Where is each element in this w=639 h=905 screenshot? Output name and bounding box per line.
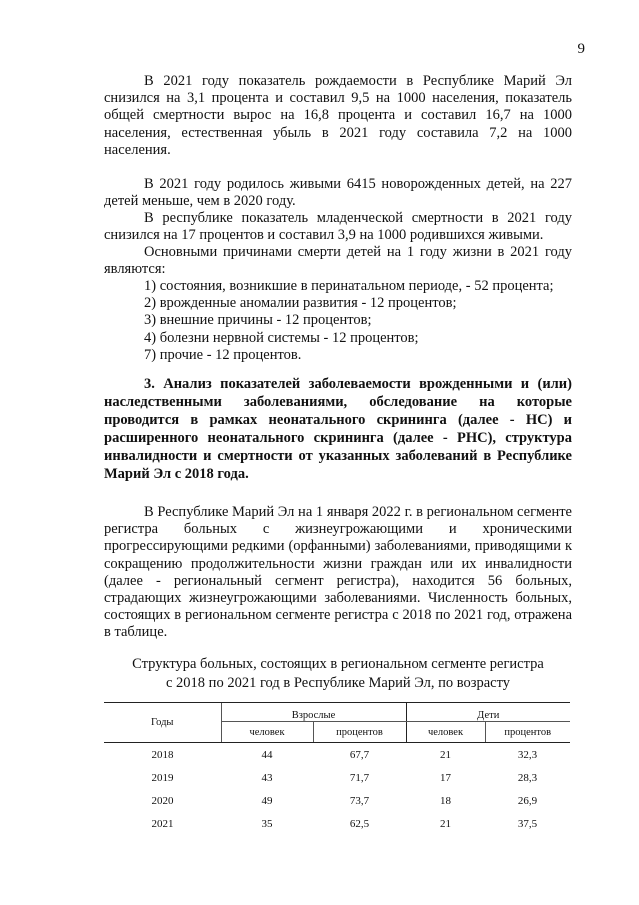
cell-adults-percent: 71,7: [349, 771, 370, 784]
column-group-adults: Взрослые: [221, 703, 406, 722]
cell-children-people: 21: [440, 817, 451, 830]
cell-year: 2018: [151, 748, 174, 761]
newborns-paragraph: В 2021 году родилось живыми 6415 новорожденных детей, на 227 детей меньше, чем в 2020 году.: [104, 176, 572, 210]
infant-mortality-paragraph: В республике показатель младенческой смертности в 2021 году снизился на 17 процентов и составил 3,9 на 1000 родившихся живыми.: [104, 210, 572, 244]
table-row: [104, 766, 570, 789]
cell-year: 2020: [151, 794, 174, 807]
page-number: 9: [577, 41, 585, 57]
table-row: [104, 743, 570, 767]
table-caption-line-1: Структура больных, состоящих в региональном сегменте регистра: [132, 656, 544, 672]
cell-adults-percent: 73,7: [349, 794, 370, 807]
cell-adults-percent: 62,5: [349, 817, 370, 830]
causes-intro-paragraph: Основными причинами смерти детей на 1 году жизни в 2021 году являются:: [104, 244, 572, 278]
cell-children-percent: 28,3: [517, 771, 538, 784]
table-row: [104, 812, 570, 835]
cell-children-percent: 37,5: [517, 817, 538, 830]
list-item: 7) прочие - 12 процентов.: [144, 346, 302, 363]
column-group-children: Дети: [406, 703, 570, 722]
column-header-adults-people: человек: [221, 722, 313, 743]
list-item: 2) врожденные аномалии развития - 12 процентов;: [144, 295, 457, 312]
list-item: 4) болезни нервной системы - 12 процентов;: [144, 329, 419, 346]
table-caption: [104, 655, 572, 692]
list-item: 1) состояния, возникшие в перинатальном периоде, - 52 процента;: [144, 278, 554, 294]
table-caption-line-2: с 2018 по 2021 год в Республике Марий Эл, по возрасту: [166, 674, 510, 691]
table-row: [104, 789, 570, 812]
cell-adults-people: 44: [261, 748, 273, 761]
column-header-children-percent: процентов: [485, 722, 570, 743]
cell-year: 2019: [151, 771, 174, 784]
cell-year: 2021: [151, 817, 174, 830]
registry-paragraph: В Республике Марий Эл на 1 января 2022 г. в региональном сегменте регистра больных с жизнеугрожающими и хроническими прогрессирующими редкими (орфанными) заболеваниями, приводящими к сокращению продолжительности жизни граждан или их инвалидности (далее - региональный сегмент регистра), находится 56 больных, страдающих жизнеугрожающими заболеваниями. Численность больных, состоящих в региональном сегменте регистра с 2018 по 2021 год, отражена в таблице.: [104, 504, 572, 641]
section-heading: 3. Анализ показателей заболеваемости врожденными и (или) наследственными заболеваниями, обследование на которые проводится в рамках неонатального скрининга (далее - НС) и расширенного неонатального скрининга (далее - РНС), структура инвалидности и смертности от указанных заболеваний в Республике Марий Эл с 2018 года.: [104, 376, 572, 482]
cell-adults-people: 43: [261, 771, 273, 784]
causes-list: [144, 278, 574, 364]
cell-children-percent: 26,9: [517, 794, 538, 807]
cell-children-people: 18: [440, 794, 451, 807]
cell-children-people: 17: [440, 771, 451, 784]
registry-age-table: [104, 702, 570, 835]
cell-children-percent: 32,3: [517, 748, 538, 761]
cell-adults-people: 49: [261, 794, 273, 807]
cell-adults-people: 35: [261, 817, 273, 830]
column-header-children-people: человек: [406, 722, 485, 743]
cell-children-people: 21: [440, 748, 451, 761]
list-item: 3) внешние причины - 12 процентов;: [144, 312, 372, 329]
cell-adults-percent: 67,7: [349, 748, 370, 761]
column-header-adults-percent: процентов: [313, 722, 406, 743]
birth-rate-paragraph: В 2021 году показатель рождаемости в Республике Марий Эл снизился на 3,1 процента и составил 9,5 на 1000 населения, показатель общей смертности вырос на 16,8 процента и составил 16,7 на 1000 населения, естественная убыль в 2021 году составила 7,2 на 1000 населения.: [104, 73, 572, 158]
column-header-years: Годы: [104, 703, 221, 743]
